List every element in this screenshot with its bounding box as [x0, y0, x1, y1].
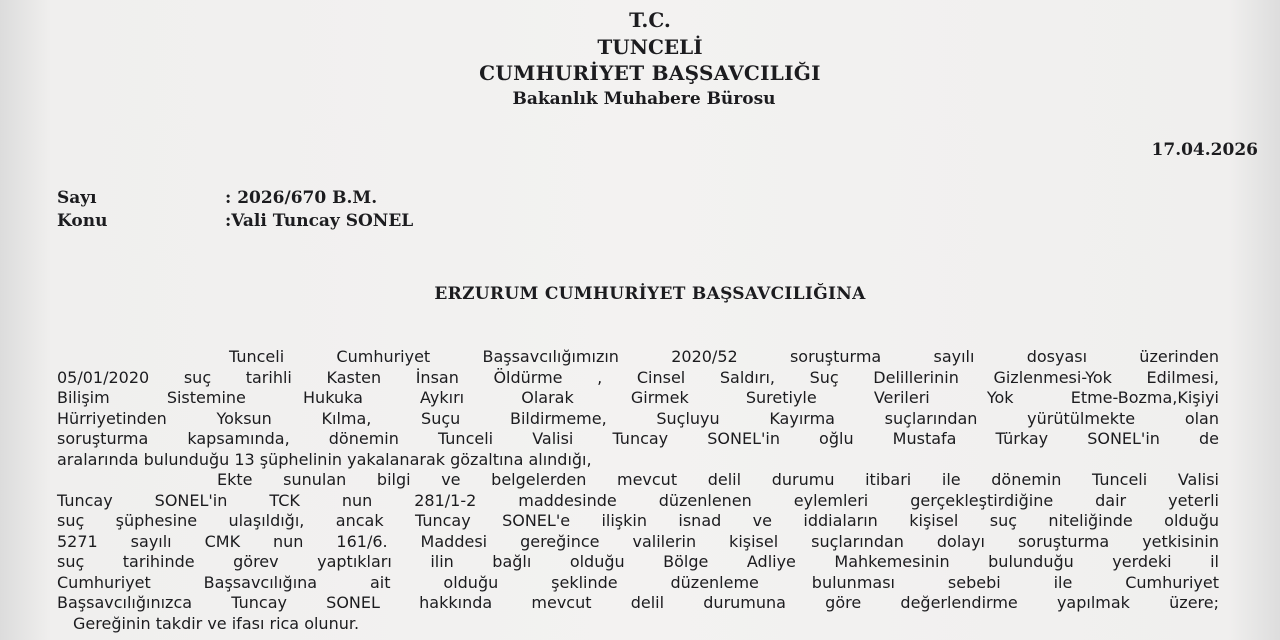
body-line: Tunceli Cumhuriyet Başsavcılığımızın 2020/52 soruşturma sayılı dosyası üzerinden	[229, 347, 1219, 366]
addressee-heading: ERZURUM CUMHURİYET BAŞSAVCILIĞINA	[434, 284, 866, 304]
sayi-label: Sayı	[57, 188, 97, 208]
body-line: Gereğinin takdir ve ifası rica olunur.	[73, 613, 360, 633]
body-line: soruşturma kapsamında, dönemin Tunceli Valisi Tuncay SONEL'in oğlu Mustafa Türkay SONEL'in de	[57, 429, 1219, 448]
sayi-value: : 2026/670 B.M.	[225, 188, 378, 208]
body-line: suç şüphesine ulaşıldığı, ancak Tuncay SONEL'e ilişkin isnad ve iddiaların kişisel suç niteliğinde olduğu	[57, 511, 1219, 530]
letter-body	[57, 347, 1219, 634]
header-tc: T.C.	[629, 8, 671, 32]
body-line: 5271 sayılı CMK nun 161/6. Maddesi gereğince valilerin kişisel suçlarından dolayı soruşturma yetkisinin	[57, 531, 1219, 551]
body-line: Bilişim Sistemine Hukuka Aykırı Olarak Girmek Suretiyle Verileri Yok Etme-Bozma,Kişiyi	[57, 388, 1219, 407]
body-line: suç tarihinde görev yaptıkları ilin bağlı olduğu Bölge Adliye Mahkemesinin bulunduğu yerdeki il	[57, 552, 1219, 571]
body-line: Tuncay SONEL'in TCK nun 281/1-2 maddesinde düzenlenen eylemleri gerçekleştirdiğine dair yeterli	[57, 490, 1219, 510]
body-line: Cumhuriyet Başsavcılığına ait olduğu şeklinde düzenleme bulunması sebebi ile Cumhuriyet	[57, 572, 1219, 592]
body-line: Başsavcılığınızca Tuncay SONEL hakkında mevcut delil durumuna göre değerlendirme yapılmak üzere;	[57, 593, 1219, 612]
body-line: Hürriyetinden Yoksun Kılma, Suçu Bildirmeme, Suçluyu Kayırma suçlarından yürütülmekte olan	[57, 408, 1219, 428]
body-line: Ekte sunulan bilgi ve belgelerden mevcut delil durumu itibari ile dönemin Tunceli Valisi	[217, 470, 1219, 489]
header-city: TUNCELİ	[597, 35, 703, 59]
body-line: 05/01/2020 suç tarihli Kasten İnsan Öldürme , Cinsel Saldırı, Suç Delillerinin Gizlenmesi-Yok Edilmesi,	[57, 367, 1219, 387]
konu-label: Konu	[57, 211, 108, 231]
header-office: CUMHURİYET BAŞSAVCILIĞI	[479, 61, 821, 85]
header-bureau: Bakanlık Muhabere Bürosu	[512, 89, 776, 109]
body-line: aralarında bulunduğu 13 şüphelinin yakalanarak gözaltına alındığı,	[57, 449, 592, 469]
document-date: 17.04.2026	[1151, 140, 1258, 160]
konu-value: :Vali Tuncay SONEL	[225, 211, 414, 231]
